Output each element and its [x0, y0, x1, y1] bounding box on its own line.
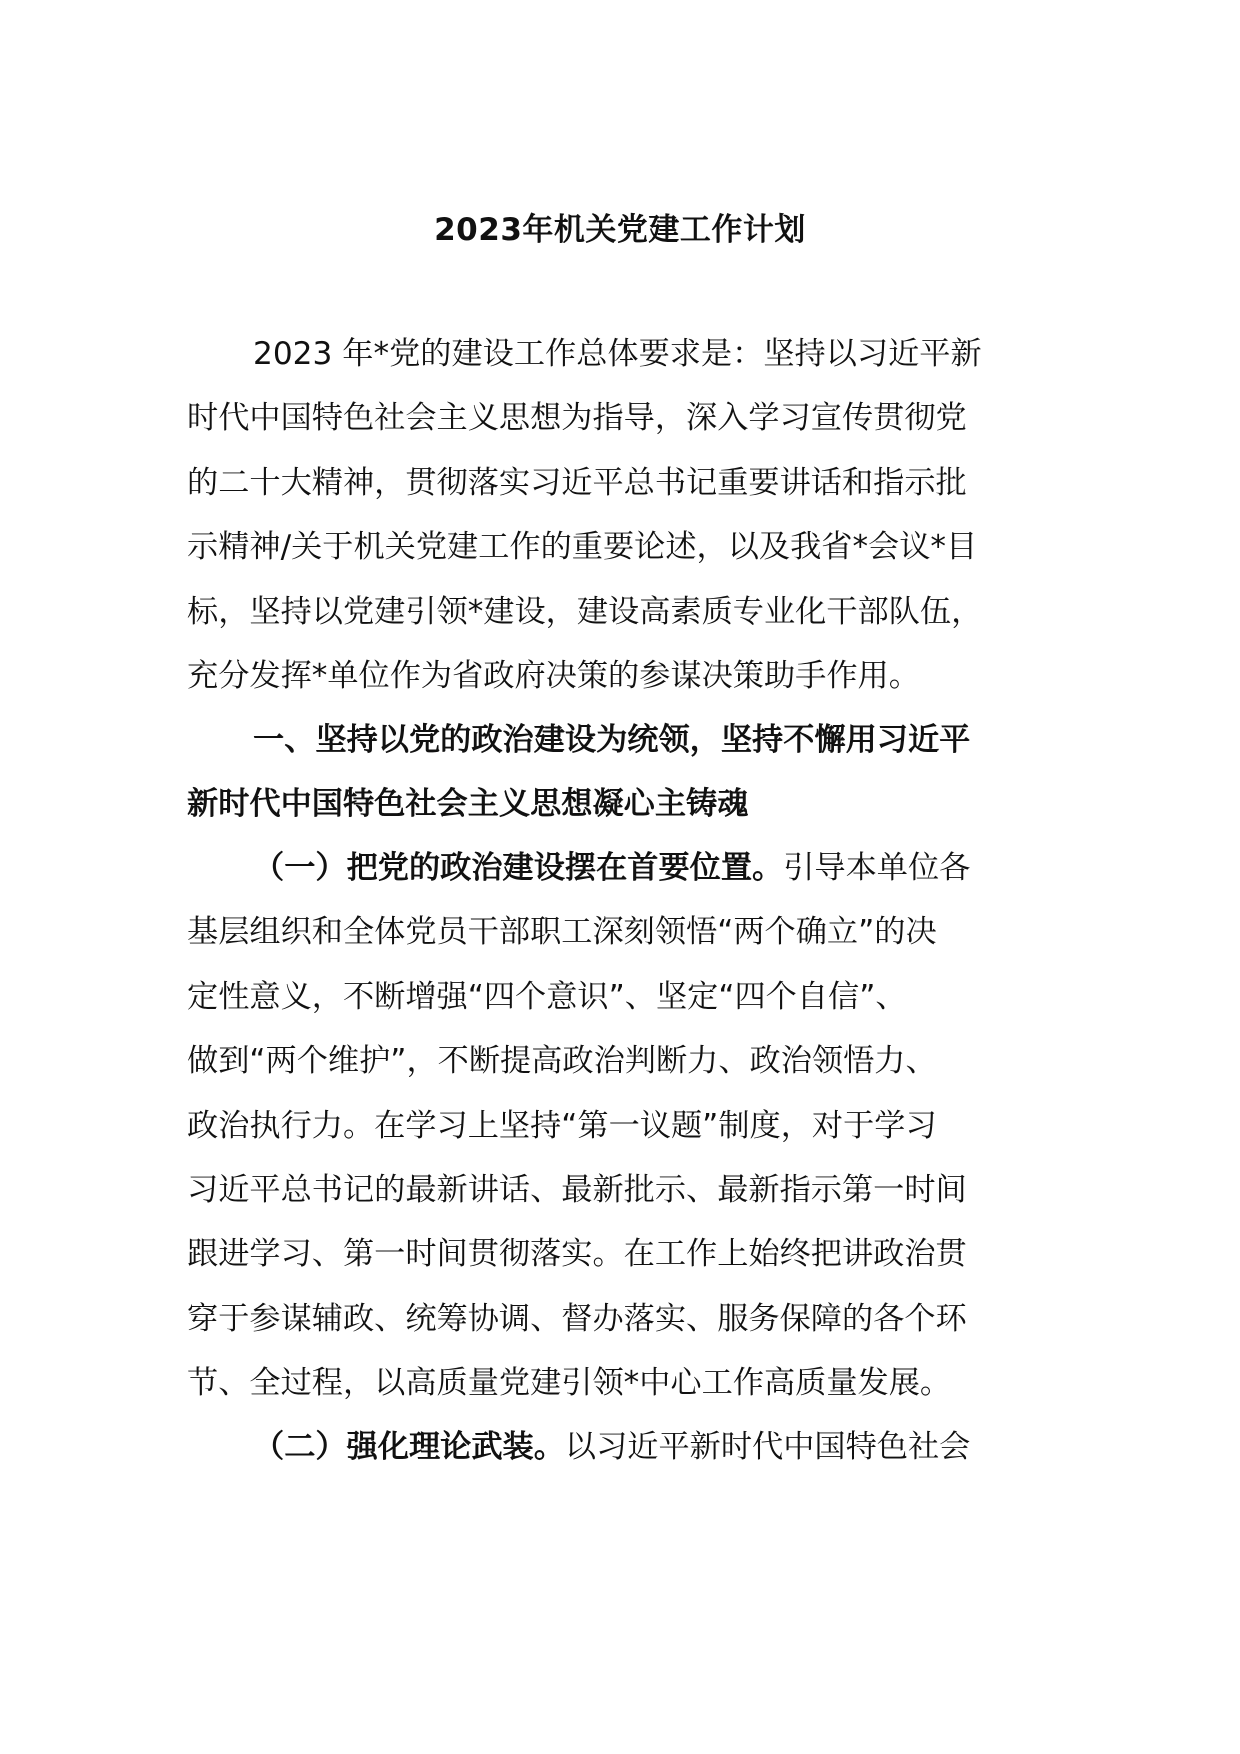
subsection-one-line: 习近平总书记的最新讲话、最新批示、最新指示第一时间 — [187, 1171, 967, 1208]
subsection-one-line: 跟进学习、第一时间贯彻落实。在工作上始终把讲政治贯 — [187, 1236, 967, 1273]
subsection-one-line: 做到“两个维护”，不断提高政治判断力、政治领悟力、 — [187, 1043, 937, 1080]
subsection-two-first-line — [187, 1415, 1053, 1479]
heading-line: 新时代中国特色社会主义思想凝心主铸魂 — [187, 786, 749, 823]
subsection-one-line: 定性意义，不断增强“四个意识”、坚定“四个自信”、 — [187, 978, 907, 1015]
intro-line: 2023 年*党的建设工作总体要求是：坚持以习近平新 — [253, 336, 982, 372]
intro-line: 的二十大精神，贯彻落实习近平总书记重要讲话和指示批 — [187, 464, 967, 501]
document-title: 2023年机关党建工作计划 — [434, 212, 806, 248]
subsection-one-first-line — [187, 836, 1053, 900]
subsection-one-line: 政治执行力。在学习上坚持“第一议题”制度，对于学习 — [187, 1107, 937, 1144]
subsection-one-line: 节、全过程，以高质量党建引领*中心工作高质量发展。 — [187, 1365, 952, 1402]
subsection-one-paragraph — [187, 836, 1053, 1416]
subsection-two-first-line-rest: 以习近平新时代中国特色社会 — [564, 1429, 971, 1465]
subsection-one-first-line-rest: 引导本单位各 — [783, 850, 971, 886]
intro-line: 示精神/关于机关党建工作的重要论述，以及我省*会议*目 — [187, 529, 978, 566]
subsection-two-lead: （二）强化理论武装。 — [253, 1429, 565, 1465]
heading-line: 一、坚持以党的政治建设为统领，坚持不懈用习近平 — [253, 722, 971, 758]
intro-line: 充分发挥*单位作为省政府决策的参谋决策助手作用。 — [187, 657, 920, 694]
subsection-one-lead: （一）把党的政治建设摆在首要位置。 — [253, 850, 784, 886]
intro-line: 标，坚持以党建引领*建设，建设高素质专业化干部队伍， — [187, 593, 983, 630]
subsection-one-line: 基层组织和全体党员干部职工深刻领悟“两个确立”的决 — [187, 914, 937, 951]
intro-line: 时代中国特色社会主义思想为指导，深入学习宣传贯彻党 — [187, 400, 967, 437]
subsection-two-paragraph — [187, 1415, 1053, 1479]
intro-paragraph — [187, 322, 1053, 708]
section-one-heading — [187, 708, 1053, 837]
subsection-one-line: 穿于参谋辅政、统筹协调、督办落实、服务保障的各个环 — [187, 1300, 967, 1337]
